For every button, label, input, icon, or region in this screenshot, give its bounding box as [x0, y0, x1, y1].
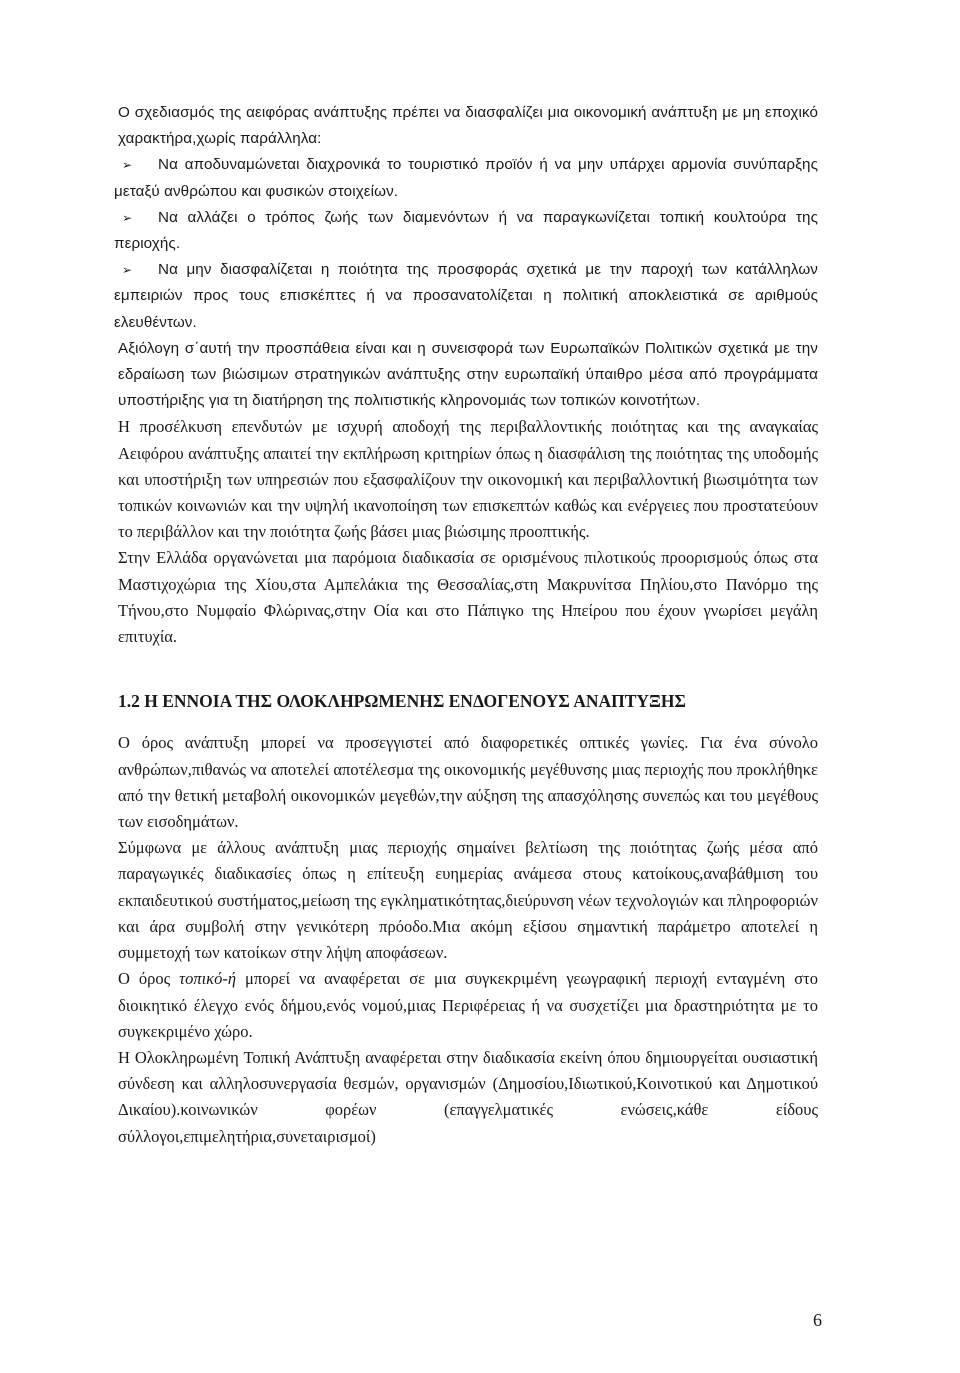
body-paragraph: Σύμφωνα με άλλους ανάπτυξη μιας περιοχής σημαίνει βελτίωση της ποιότητας ζωής μέσα από παραγωγικές διαδικασίες όπως η επίτευξη ευημερίας ανάμεσα στους κατοίκους,αναβάθμιση του εκπαιδευτικού συστήματος,μείωση της εγκληματικότητας,διεύρυνση νέων τεχνολογιών και πληροφοριών και άρα συμβολή στην γενικότερη πρόοδο.Μια ακόμη εξίσου σημαντική παράμετρο αποτελεί η συμμετοχή των κατοίκων στην λήψη αποφάσεων.: [118, 838, 818, 963]
section-heading: 1.2 Η ΕΝΝΟΙΑ ΤΗΣ ΟΛΟΚΛΗΡΩΜΕΝΗΣ ΕΝΔΟΓΕΝΟΥΣ ΑΝΑΠΤΥΞΗΣ: [118, 691, 686, 712]
bullet-item: [114, 257, 818, 336]
arrow-bullet-icon: ➢: [122, 210, 133, 225]
bullet-item: [114, 205, 818, 257]
body-paragraph: Αξιόλογη σ΄αυτή την προσπάθεια είναι και η συνεισφορά των Ευρωπαϊκών Πολιτικών σχετικά με την εδραίωση των βιώσιμων στρατηγικών ανάπτυξης στην ευρωπαϊκή ύπαιθρο μέσα από προγράμματα υποστήριξης για τη διατήρηση της πολιτιστικής κληρονομιάς των τοπικών κοινοτήτων.: [118, 339, 818, 410]
intro-paragraph: Ο σχεδιασμός της αειφόρας ανάπτυξης πρέπει να διασφαλίζει μια οικονομική ανάπτυξη με μη εποχικό χαρακτήρα,χωρίς παράλληλα:: [118, 104, 818, 148]
page-number: 6: [813, 1310, 822, 1330]
body-paragraph: Η Ολοκληρωμένη Τοπική Ανάπτυξη αναφέρεται στην διαδικασία εκείνη όπου δημιουργείται ουσιαστική σύνδεση και αλληλοσυνεργασία θεσμών, οργανισμών (Δημοσίου,Ιδιωτικού,Κοινοτικού και Δημοτικού Δικαίου).κοινωνικών φορέων (επαγγελματικές ενώσεις,κάθε είδους σύλλογοι,επιμελητήρια,συνεταιρισμοί): [118, 1047, 818, 1146]
body-paragraph: [118, 966, 818, 1045]
bullet-text: Να αποδυναμώνεται διαχρονικά το τουριστικό προϊόν ή να μην υπάρχει αρμονία συνύπαρξης μεταξύ ανθρώπου και φυσικών στοιχείων.: [114, 156, 818, 200]
bullet-text: Να αλλάζει ο τρόπος ζωής των διαμενόντων ή να παραγκωνίζεται τοπική κουλτούρα της περιοχής.: [114, 208, 818, 253]
body-paragraph: Η προσέλκυση επενδυτών με ισχυρή αποδοχή της περιβαλλοντικής ποιότητας και της αναγκαίας Αειφόρου ανάπτυξης απαιτεί την εκπλήρωση κριτηρίων όπως η διασφάλιση της ποιότητας της υποδομής και υποστήριξη των υπηρεσιών που εξασφαλίζουν την οικονομική και περιβαλλοντική βιωσιμότητα των τοπικών κοινωνιών και την υψηλή ικανοποίηση των επισκεπτών καθώς και ενέργειες που προστατεύουν το περιβάλλον και την ποιότητα ζωής βάσει μιας βιώσιμης προοπτικής.: [118, 417, 818, 542]
body-paragraph: Ο όρος ανάπτυξη μπορεί να προσεγγιστεί από διαφορετικές οπτικές γωνίες. Για ένα σύνολο ανθρώπων,πιθανώς να αποτελεί αποτέλεσμα της οικονομικής μεγέθυνσης μιας περιοχής που προκλήθηκε από την θετική μεταβολή οικονομικών μεγεθών,την αύξηση της απασχόλησης συνεπώς και του μεγέθους των εισοδημάτων.: [118, 733, 818, 832]
text-span: μπορεί να αναφέρεται σε μια συγκεκριμένη γεωγραφική περιοχή ενταγμένη στο διοικητικό έλεγχο ενός δήμου,ενός νομού,μιας Περιφέρειας ή να συσχετίζει μια δραστηριότητα με το συγκεκριμένο χώρο.: [118, 969, 818, 1041]
arrow-bullet-icon: ➢: [122, 158, 133, 173]
text-span: Ο όρος: [118, 969, 180, 989]
bullet-text: Να μην διασφαλίζεται η ποιότητα της προσφοράς σχετικά με την παροχή των κατάλληλων εμπειριών προς τους επισκέπτες ή να προσανατολίζεται η πολιτική αποκλειστικά σε αριθμούς ελευθέντων.: [114, 261, 818, 331]
body-paragraph: Στην Ελλάδα οργανώνεται μια παρόμοια διαδικασία σε ορισμένους πιλοτικούς προορισμούς όπως στα Μαστιχοχώρια της Χίου,στα Αμπελάκια της Θεσσαλίας,στη Μακρυνίτσα Πηλίου,στο Πανόρμο της Τήνου,στο Νυμφαίο Φλώρινας,στην Οία και στο Πάπιγκο της Ηπείρου που έχουν γνωρίσει μεγάλη επιτυχία.: [118, 548, 818, 647]
bullet-item: [114, 152, 818, 204]
italic-term: τοπικό-ή: [179, 969, 237, 989]
document-page: [114, 100, 818, 1150]
arrow-bullet-icon: ➢: [122, 263, 133, 278]
